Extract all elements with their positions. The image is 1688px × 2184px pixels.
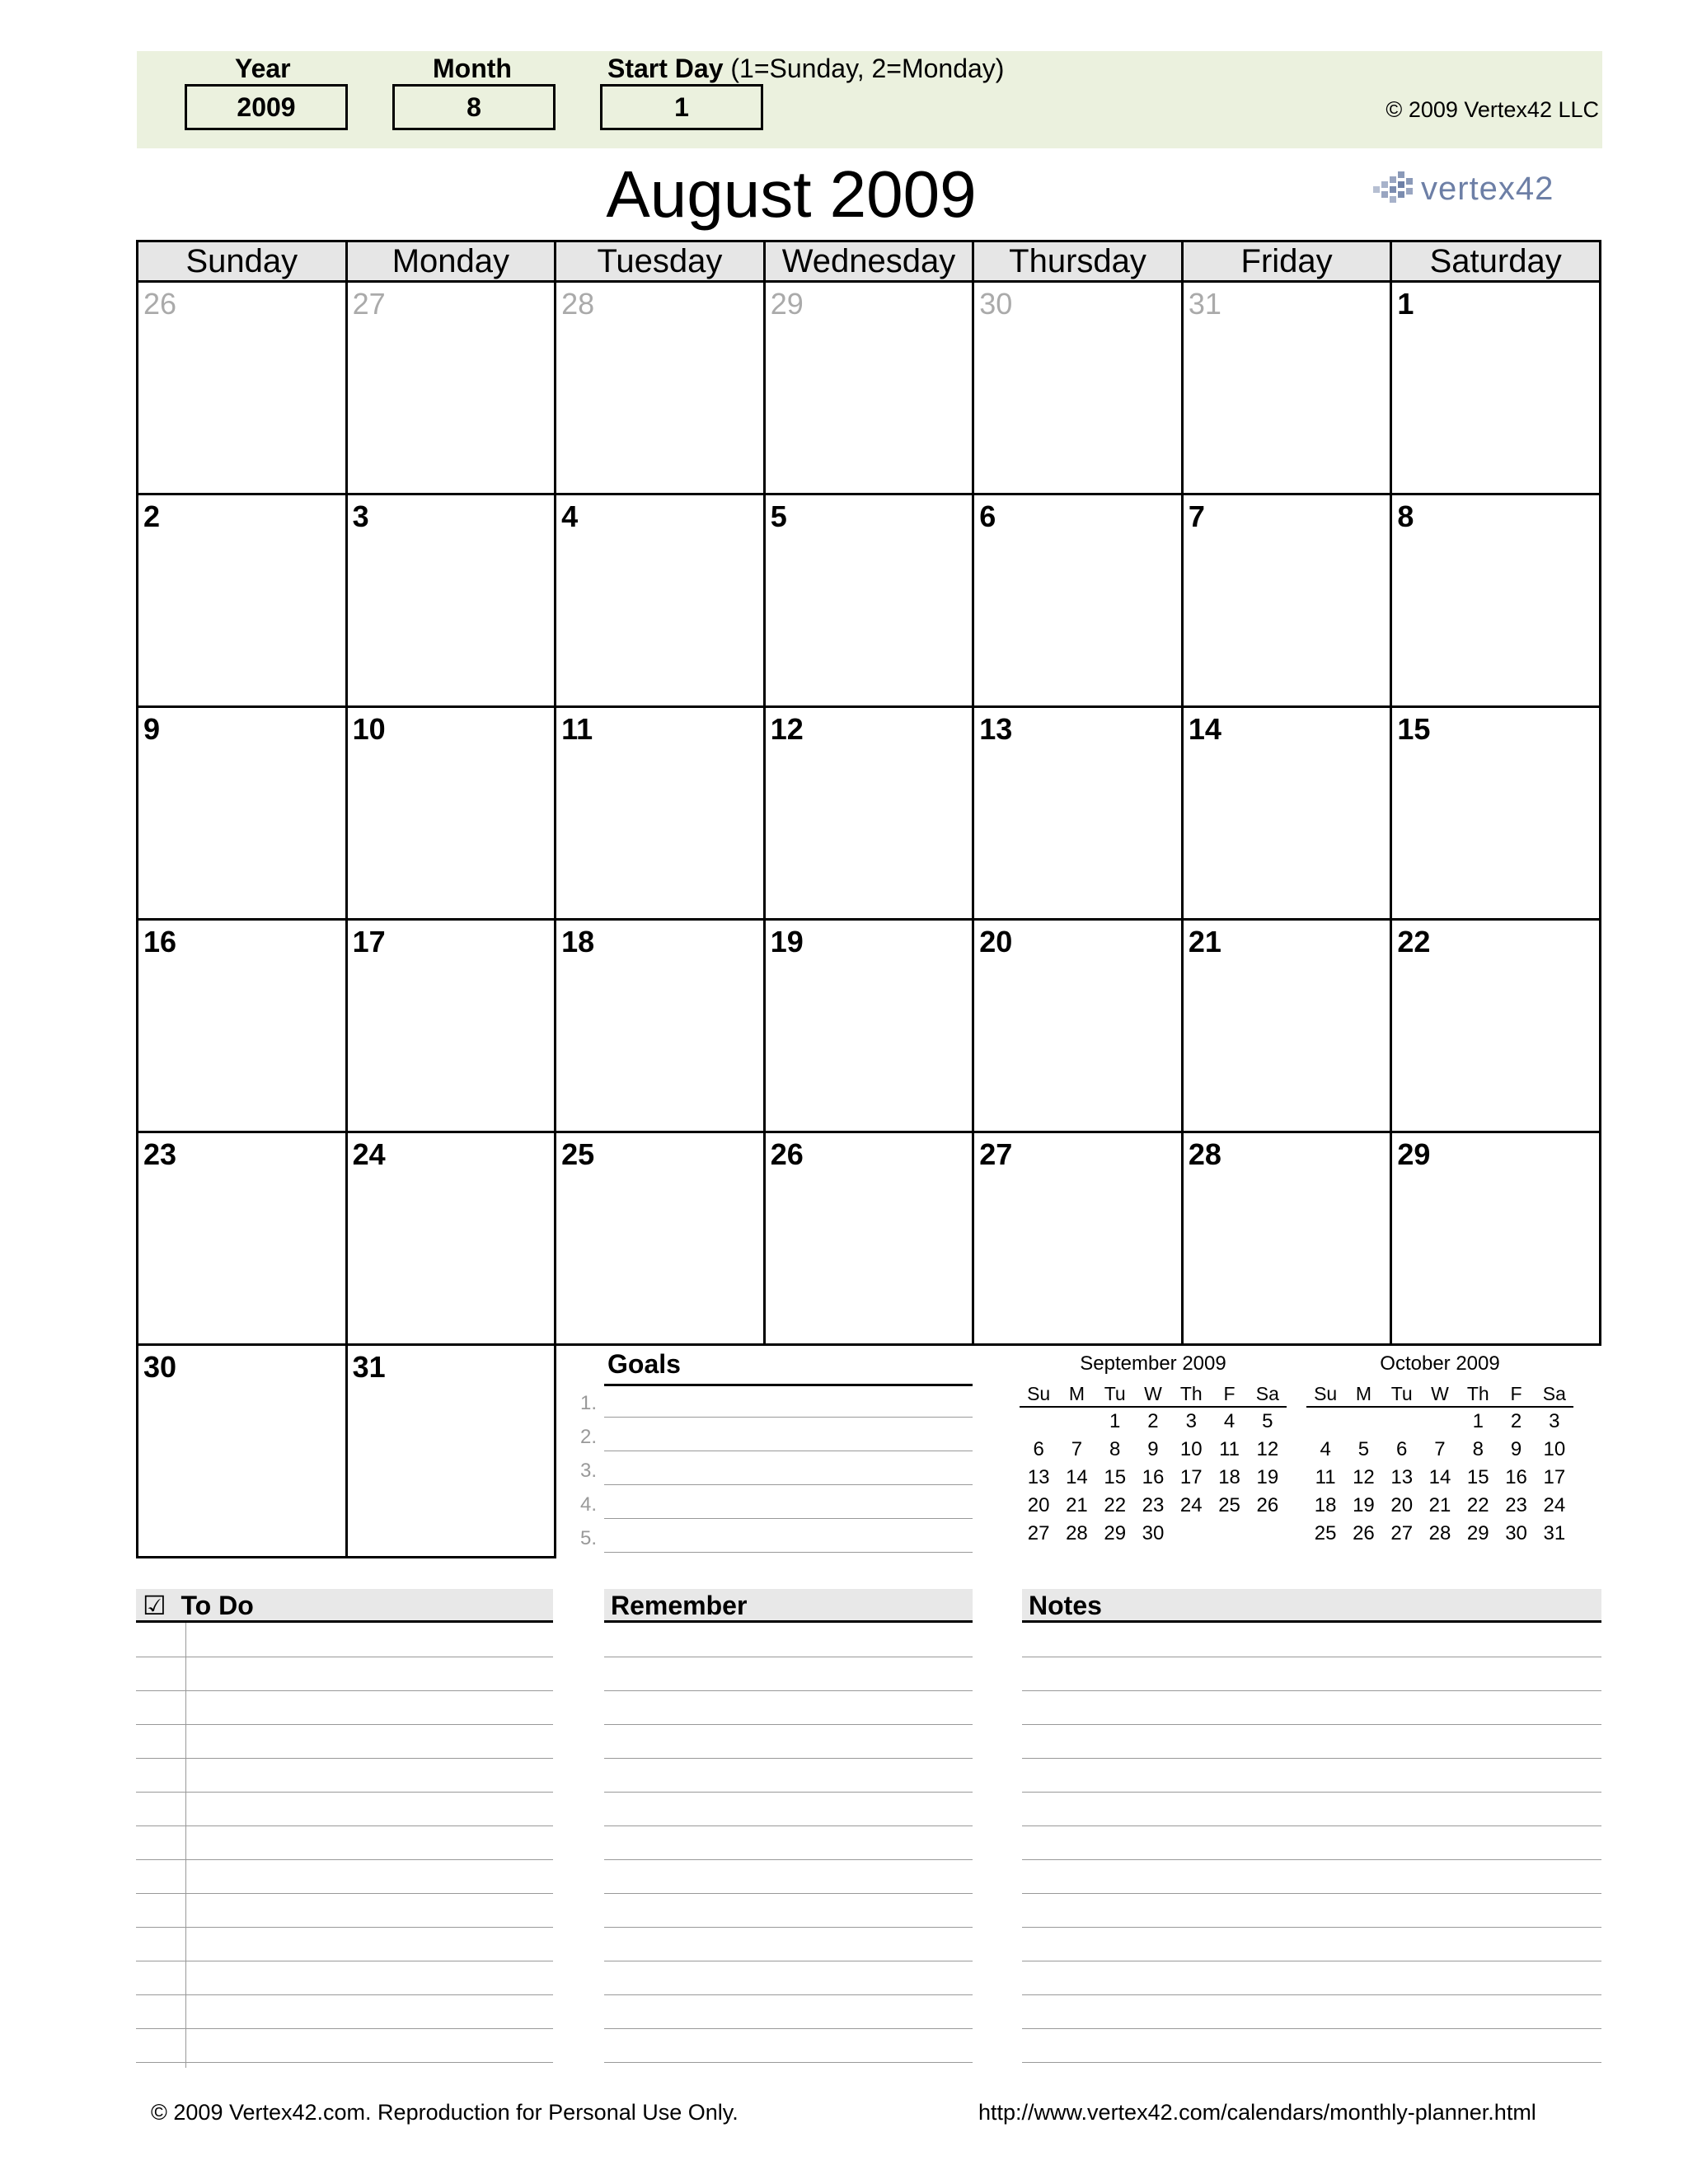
day-number: 27 [979,1137,1013,1171]
todo-line[interactable] [136,1859,553,1860]
mini-day: 24 [1179,1494,1203,1516]
mini-day [1306,1407,1344,1436]
day-number: 15 [1397,712,1431,746]
goal-number: 4. [580,1493,598,1516]
notes-line[interactable] [1022,1893,1601,1894]
day-header: Wednesday [764,241,973,282]
mini-day: 12 [1256,1438,1279,1460]
todo-line[interactable] [136,1724,553,1725]
day-number: 19 [770,925,804,958]
mini-day: 22 [1104,1494,1127,1516]
mini-day: 23 [1142,1494,1165,1516]
mini-day-header: Sa [1249,1381,1287,1407]
mini-day: 19 [1256,1466,1279,1488]
day-cell[interactable] [764,707,973,920]
day-number: 21 [1188,925,1221,958]
remember-line[interactable] [604,1690,973,1691]
remember-line[interactable] [604,1825,973,1826]
mini-day: 21 [1066,1494,1088,1516]
day-cell[interactable] [973,1132,1183,1345]
day-cell[interactable] [764,494,973,707]
day-cell[interactable] [1182,1132,1391,1345]
mini-day: 6 [1033,1438,1044,1460]
day-number: 25 [561,1137,595,1171]
day-number: 12 [770,712,804,746]
remember-header [604,1589,973,1623]
day-cell[interactable] [138,494,347,707]
todo-header [136,1589,553,1623]
day-number: 26 [143,287,177,321]
mini-day: 14 [1066,1466,1088,1488]
mini-day-header: W [1134,1381,1172,1407]
mini-day [1383,1407,1421,1436]
copyright-top: © 2009 Vertex42 LLC [1386,97,1599,122]
day-cell[interactable] [138,1132,347,1345]
day-number: 24 [352,1137,386,1171]
mini-day: 8 [1472,1438,1484,1460]
mini-day: 31 [1543,1522,1566,1544]
day-cell[interactable] [556,920,765,1132]
mini-day-header: W [1421,1381,1459,1407]
mini-day: 16 [1505,1466,1527,1488]
mini-day: 30 [1142,1522,1165,1544]
day-number: 6 [979,499,996,533]
todo-line[interactable] [136,1893,553,1894]
day-number: 1 [1397,287,1414,321]
mini-day: 4 [1223,1410,1236,1432]
year-input[interactable]: 2009 [185,84,348,130]
notes-line[interactable] [1022,2062,1601,2063]
day-number: 30 [979,287,1013,321]
mini-day: 13 [1027,1466,1050,1488]
mini-week-row [1020,1492,1287,1520]
remember-line[interactable] [604,1893,973,1894]
mini-day [1344,1407,1382,1436]
mini-day: 28 [1066,1522,1088,1544]
mini-day-header: F [1497,1381,1535,1407]
week-row [138,282,1601,494]
day-cell[interactable] [556,1132,765,1345]
todo-line[interactable] [136,2062,553,2063]
day-number: 30 [143,1350,177,1384]
day-header: Thursday [973,241,1183,282]
day-cell[interactable] [346,494,556,707]
mini-day [1057,1407,1095,1436]
day-cell[interactable] [138,920,347,1132]
month-input[interactable]: 8 [392,84,556,130]
mini-day: 21 [1428,1494,1451,1516]
goal-number: 2. [580,1426,598,1448]
todo-title [143,1589,254,1622]
day-header: Saturday [1391,241,1601,282]
mini-day: 14 [1428,1466,1451,1488]
mini-day: 10 [1179,1438,1203,1460]
footer-copyright: © 2009 Vertex42.com. Reproduction for Personal Use Only. [151,2100,738,2125]
todo-line[interactable] [136,1792,553,1793]
mini-day-header: Sa [1536,1381,1573,1407]
day-number: 3 [352,499,369,533]
mini-day: 6 [1396,1438,1408,1460]
mini-day: 17 [1543,1466,1566,1488]
day-cell[interactable] [1182,282,1391,494]
notes-title: Notes [1029,1591,1102,1620]
goals-rule [604,1384,973,1386]
goal-line[interactable] [604,1552,973,1553]
day-number: 18 [561,925,595,958]
mini-day: 15 [1104,1466,1127,1488]
vertex42-logo [1368,162,1602,219]
goal-line[interactable] [604,1518,973,1519]
mini-day: 29 [1466,1522,1489,1544]
startday-label [607,52,1004,85]
mini-week-row [1306,1520,1573,1548]
mini-day: 28 [1428,1522,1451,1544]
remember-line[interactable] [604,1859,973,1860]
day-number: 14 [1188,712,1221,746]
day-cell[interactable] [138,282,347,494]
remember-line[interactable] [604,1927,973,1928]
mini-day: 19 [1353,1494,1375,1516]
day-number: 22 [1397,925,1431,958]
startday-input[interactable]: 1 [600,84,763,130]
remember-line[interactable] [604,2028,973,2029]
day-number: 5 [770,499,787,533]
mini-day: 10 [1543,1438,1566,1460]
day-cell[interactable] [764,1132,973,1345]
day-cell[interactable] [346,1345,556,1558]
mini-day: 26 [1256,1494,1279,1516]
notes-line[interactable] [1022,1927,1601,1928]
mini-day: 11 [1315,1466,1336,1488]
startday-hint: (1=Sunday, 2=Monday) [730,54,1005,83]
mini-day: 22 [1466,1494,1489,1516]
notes-header [1022,1589,1601,1623]
mini-day [1249,1520,1287,1548]
day-cell[interactable] [1391,282,1601,494]
day-cell[interactable] [346,282,556,494]
mini-day: 26 [1353,1522,1375,1544]
todo-line[interactable] [136,2028,553,2029]
day-number: 26 [770,1137,804,1171]
mini-day [1210,1520,1248,1548]
day-number: 31 [1188,287,1221,321]
day-cell[interactable] [1391,494,1601,707]
mini-day-header: Tu [1096,1381,1134,1407]
month-label: Month [433,54,512,83]
day-header: Friday [1182,241,1391,282]
goals-title: Goals [607,1349,681,1379]
mini-day: 11 [1219,1438,1240,1460]
day-number: 17 [352,925,386,958]
day-cell[interactable] [1182,707,1391,920]
day-cell[interactable] [764,920,973,1132]
notes-line[interactable] [1022,1994,1601,1995]
mini-day: 1 [1109,1410,1121,1432]
mini-day-header: Th [1459,1381,1497,1407]
mini-day: 20 [1027,1494,1050,1516]
day-number: 9 [143,712,161,746]
mini-day: 24 [1543,1494,1566,1516]
mini-day: 7 [1071,1438,1083,1460]
mini-day-header: M [1344,1381,1382,1407]
day-number: 29 [1397,1137,1431,1171]
mini-day: 18 [1314,1494,1337,1516]
day-cell[interactable] [973,920,1183,1132]
mini-day: 25 [1314,1522,1337,1544]
mini-day: 3 [1185,1410,1197,1432]
day-number: 8 [1397,499,1414,533]
mini-week-row [1306,1464,1573,1492]
day-number: 31 [352,1350,386,1384]
mini-day: 5 [1357,1438,1370,1460]
day-number: 23 [143,1137,177,1171]
todo-line[interactable] [136,1927,553,1928]
todo-checkbox-column [185,1623,186,2068]
day-cell[interactable] [1391,920,1601,1132]
mini-day: 23 [1505,1494,1527,1516]
mini-day-header: Su [1306,1381,1344,1407]
footer-url[interactable]: http://www.vertex42.com/calendars/monthly-planner.html [978,2100,1536,2125]
mini-day [1172,1520,1210,1548]
mini-day: 13 [1390,1466,1414,1488]
mini-day: 15 [1466,1466,1489,1488]
mini-day: 25 [1218,1494,1240,1516]
mini-week-row [1306,1436,1573,1464]
day-cell[interactable] [1391,1132,1601,1345]
mini-day: 2 [1147,1410,1159,1432]
mini-day [1421,1407,1459,1436]
mini-day: 7 [1434,1438,1446,1460]
goal-number: 1. [580,1392,598,1414]
mini-day: 17 [1179,1466,1203,1488]
notes-line[interactable] [1022,1724,1601,1725]
day-cell[interactable] [973,282,1183,494]
mini-day: 5 [1262,1410,1273,1432]
mini-day: 1 [1472,1410,1484,1432]
goal-number: 5. [580,1527,598,1549]
remember-line[interactable] [604,1792,973,1793]
mini-day-header: F [1210,1381,1248,1407]
mini-day: 30 [1505,1522,1527,1544]
remember-line[interactable] [604,1724,973,1725]
logo-text: vertex42 [1421,171,1554,207]
day-cell[interactable] [556,707,765,920]
mini-day: 27 [1390,1522,1414,1544]
mini-week-row [1306,1492,1573,1520]
day-number: 13 [979,712,1013,746]
todo-line[interactable] [136,1690,553,1691]
week-row [138,920,1601,1132]
goal-line[interactable] [604,1417,973,1418]
logo-mark [1373,171,1413,203]
day-number: 20 [979,925,1013,958]
mini-day: 16 [1142,1466,1165,1488]
notes-line[interactable] [1022,1758,1601,1759]
mini-calendar-title: October 2009 [1380,1352,1500,1375]
todo-line[interactable] [136,1825,553,1826]
day-cell[interactable] [1182,494,1391,707]
day-cell[interactable] [973,494,1183,707]
week-row [138,707,1601,920]
mini-week-row [1020,1407,1287,1436]
day-header: Sunday [138,241,347,282]
mini-day: 3 [1549,1410,1560,1432]
mini-day-header: Su [1020,1381,1057,1407]
remember-line[interactable] [604,1994,973,1995]
notes-line[interactable] [1022,1825,1601,1826]
day-number: 28 [561,287,595,321]
mini-day: 12 [1353,1466,1375,1488]
notes-line[interactable] [1022,2028,1601,2029]
day-number: 27 [352,287,386,321]
mini-day-header: M [1057,1381,1095,1407]
month-title: August 2009 [606,157,977,231]
mini-calendar-title: September 2009 [1080,1352,1226,1375]
mini-day: 20 [1390,1494,1414,1516]
day-cell[interactable] [556,282,765,494]
remember-line[interactable] [604,1758,973,1759]
mini-day: 9 [1510,1438,1522,1460]
mini-week-row [1020,1436,1287,1464]
day-number: 11 [561,712,593,746]
mini-day: 27 [1027,1522,1050,1544]
day-number: 28 [1188,1137,1221,1171]
day-header: Tuesday [556,241,765,282]
mini-day: 9 [1147,1438,1159,1460]
mini-day: 29 [1104,1522,1127,1544]
mini-week-row [1306,1407,1573,1436]
week-row [138,1132,1601,1345]
day-number: 10 [352,712,386,746]
day-cell[interactable] [138,1345,347,1558]
day-header: Monday [346,241,556,282]
mini-week-row [1020,1464,1287,1492]
day-cell[interactable] [346,707,556,920]
startday-label-text: Start Day [607,54,724,83]
checkbox-icon: ☑ [143,1591,166,1620]
week-row [138,494,1601,707]
remember-line[interactable] [604,2062,973,2063]
mini-day: 8 [1109,1438,1121,1460]
day-number: 4 [561,499,579,533]
day-cell[interactable] [346,1132,556,1345]
mini-day-header: Th [1172,1381,1210,1407]
day-number: 7 [1188,499,1205,533]
goal-line[interactable] [604,1484,973,1485]
todo-line[interactable] [136,1758,553,1759]
day-number: 16 [143,925,177,958]
todo-line[interactable] [136,1994,553,1995]
goal-number: 3. [580,1460,598,1482]
day-number: 29 [770,287,804,321]
mini-day [1020,1407,1057,1436]
year-label: Year [235,54,291,83]
mini-day: 2 [1510,1410,1522,1432]
remember-title: Remember [611,1591,748,1620]
mini-day-header: Tu [1383,1381,1421,1407]
mini-week-row [1020,1520,1287,1548]
day-cell[interactable] [973,707,1183,920]
day-number: 2 [143,499,161,533]
notes-line[interactable] [1022,1859,1601,1860]
mini-day: 18 [1218,1466,1240,1488]
day-cell[interactable] [556,494,765,707]
day-cell[interactable] [138,707,347,920]
notes-line[interactable] [1022,1792,1601,1793]
day-cell[interactable] [346,920,556,1132]
day-cell[interactable] [1391,707,1601,920]
mini-day: 4 [1320,1438,1331,1460]
todo-title-text: To Do [181,1591,254,1620]
day-cell[interactable] [1182,920,1391,1132]
notes-line[interactable] [1022,1690,1601,1691]
day-cell[interactable] [764,282,973,494]
